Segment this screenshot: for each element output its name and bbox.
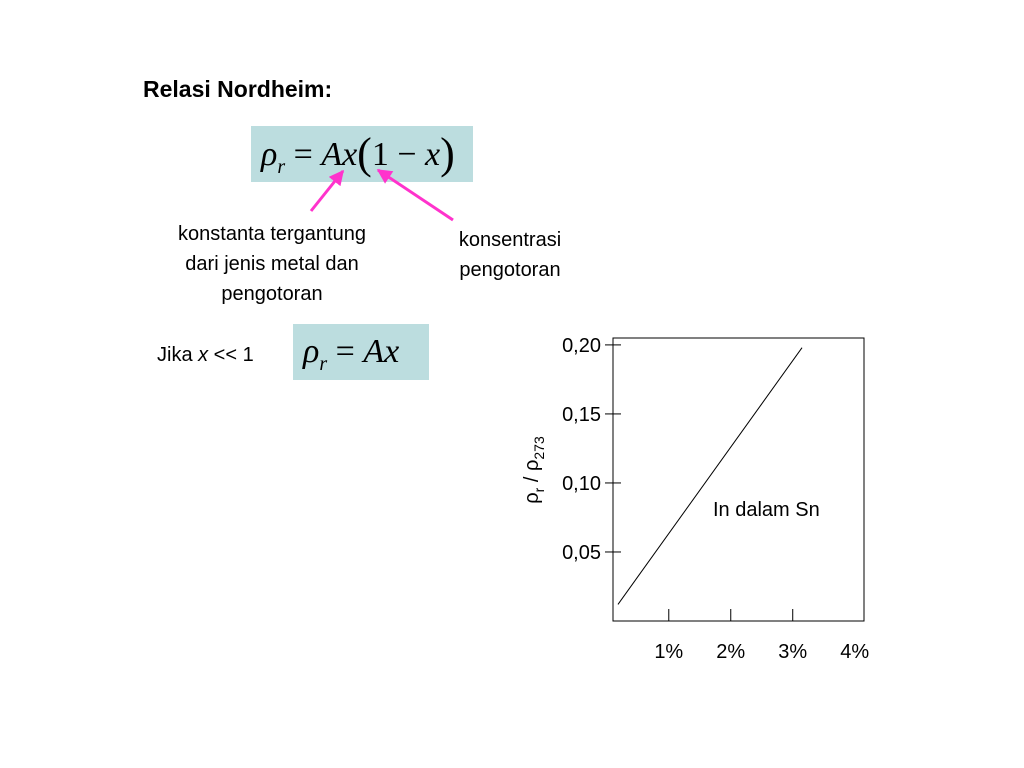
- constant-annotation-line-3: pengotoran: [221, 283, 323, 305]
- series-annotation: In dalam Sn: [713, 499, 820, 521]
- constant-annotation-line-1: konstanta tergantung: [178, 223, 366, 245]
- constant-annotation-line-2: dari jenis metal dan: [185, 253, 359, 275]
- y-tick-label: 0,20: [562, 334, 601, 357]
- condition-rest: << 1: [208, 344, 254, 366]
- series-line: [618, 348, 802, 605]
- x-tick-label: 3%: [778, 641, 808, 663]
- y-tick-label: 0,05: [562, 541, 601, 564]
- y-tick-label: 0,15: [562, 403, 601, 426]
- condition-prefix: Jika: [157, 344, 199, 366]
- equals-sign-small: =: [327, 333, 364, 370]
- concentration-annotation-line-2: pengotoran: [459, 259, 561, 281]
- y-tick-label: 0,10: [562, 472, 601, 495]
- condition-variable: x: [198, 344, 209, 366]
- rho-subscript-small: r: [319, 353, 328, 375]
- rho-symbol-small: ρ: [303, 333, 320, 370]
- rho-subscript: r: [277, 156, 286, 178]
- ax-term-small: Ax: [363, 333, 400, 370]
- right-paren: ): [440, 129, 455, 178]
- minus-sign: −: [388, 136, 426, 173]
- rho-symbol: ρ: [261, 136, 278, 173]
- one-term: 1: [371, 136, 389, 173]
- concentration-annotation-line-1: konsentrasi: [458, 229, 562, 251]
- arrow-to-constant: [311, 171, 343, 211]
- slide-title: Relasi Nordheim:: [143, 76, 333, 102]
- equals-sign: =: [285, 136, 322, 173]
- x-tick-label: 4%: [840, 641, 870, 663]
- arrow-to-concentration: [378, 170, 453, 220]
- x-tick-label: 1%: [654, 641, 684, 663]
- left-paren: (: [357, 129, 372, 178]
- y-axis-label: $\rho_r / \rho_{273}$: [521, 436, 547, 504]
- x-term: x: [425, 136, 441, 173]
- resistivity-chart: [521, 335, 869, 663]
- x-tick-label: 2%: [716, 641, 746, 663]
- plot-frame: [613, 338, 864, 621]
- ax-term: Ax: [321, 136, 358, 173]
